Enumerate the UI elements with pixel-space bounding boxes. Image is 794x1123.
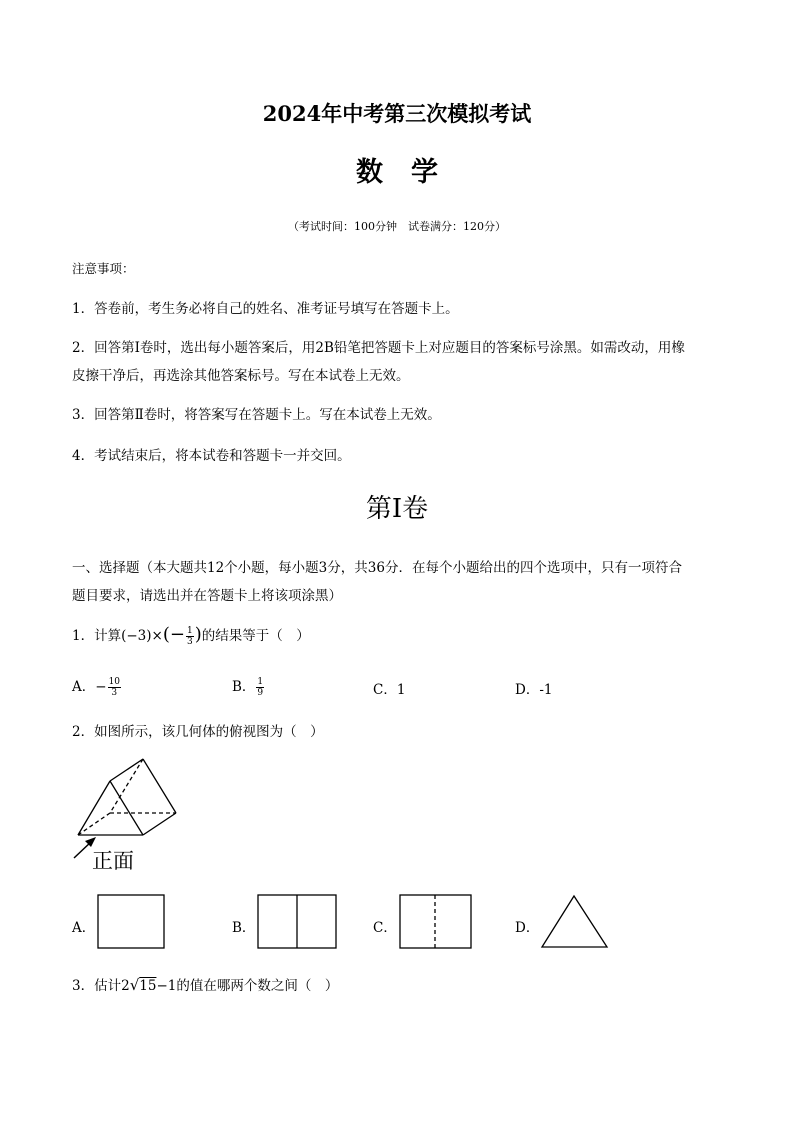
q1-option-c: C．1 bbox=[373, 682, 406, 698]
q1-option-a-fraction bbox=[108, 677, 121, 698]
q1-expr-a: (−3)× bbox=[121, 628, 163, 644]
notice-item-4: 4．考试结束后，将本试卷和答题卡一并交回。 bbox=[72, 448, 351, 464]
section-title: 第Ⅰ卷 bbox=[365, 494, 429, 524]
q2-option-c-label: C． bbox=[373, 920, 397, 936]
notice-heading: 注意事项： bbox=[72, 261, 135, 276]
question-2: 2．如图所示，该几何体的俯视图为（ ） bbox=[72, 724, 324, 740]
q1-expr-close: ) bbox=[194, 624, 202, 645]
q2-option-d-triangle bbox=[540, 894, 610, 950]
q2-option-a-rect bbox=[97, 894, 167, 950]
q1-expr-open: (− bbox=[162, 624, 185, 645]
q1-option-a-label: A．− bbox=[72, 679, 107, 695]
section-intro-1: 一、选择题（本大题共12个小题，每小题3分，共36分．在每个小题给出的四个选项中，只有一项符合 bbox=[72, 560, 682, 576]
notice-item-1: 1．答卷前，考生务必将自己的姓名、准考证号填写在答题卡上。 bbox=[72, 301, 459, 317]
notice-item-3: 3．回答第Ⅱ卷时，将答案写在答题卡上。写在本试卷上无效。 bbox=[72, 407, 441, 423]
q1-option-b-label: B． bbox=[232, 679, 256, 695]
q1-suffix: 的结果等于（ ） bbox=[201, 628, 310, 644]
exam-title: 2024年中考第三次模拟考试 bbox=[262, 101, 532, 126]
q1-fraction bbox=[186, 626, 194, 647]
section-intro-2: 题目要求，请选出并在答题卡上将该项涂黑） bbox=[72, 588, 342, 604]
subject-title: 数学 bbox=[356, 157, 466, 188]
exam-meta: （考试时间：100分钟 试卷满分：120分） bbox=[288, 220, 506, 233]
q3-radicand: 15 bbox=[139, 978, 157, 994]
q1-option-b-fraction bbox=[256, 677, 264, 698]
figure-label-front: 正面 bbox=[92, 849, 134, 873]
q1-option-b bbox=[232, 675, 265, 698]
q1-option-b-den: 9 bbox=[257, 688, 264, 698]
question-3 bbox=[72, 974, 338, 994]
notice-item-2: 2．回答第Ⅰ卷时，选出每小题答案后，用2B铅笔把答题卡上对应题目的答案标号涂黑。如需改动，用橡 bbox=[72, 340, 685, 356]
q2-option-a-label: A． bbox=[72, 920, 96, 936]
q2-option-d-label: D． bbox=[515, 920, 540, 936]
q3-suffix: 的值在哪两个数之间（ ） bbox=[176, 978, 339, 994]
q1-option-b-num: 1 bbox=[257, 677, 264, 687]
notice-item-2-cont: 皮擦干净后，再选涂其他答案标号。写在本试卷上无效。 bbox=[72, 368, 410, 384]
q1-option-a bbox=[72, 675, 122, 698]
q1-frac-num: 1 bbox=[186, 626, 193, 636]
sqrt-icon: √ bbox=[129, 976, 140, 994]
q1-option-a-den: 3 bbox=[111, 688, 118, 698]
q3-prefix: 3．估计2 bbox=[72, 978, 130, 994]
q3-rest: −1 bbox=[156, 978, 177, 994]
q1-frac-den: 3 bbox=[186, 637, 193, 647]
q1-option-a-num: 10 bbox=[108, 677, 121, 687]
q1-prefix: 1．计算 bbox=[72, 628, 122, 644]
q2-option-b-label: B． bbox=[232, 920, 256, 936]
q2-option-c-rect bbox=[399, 894, 474, 950]
q2-option-b-rect bbox=[257, 894, 339, 950]
question-1 bbox=[72, 624, 310, 647]
q1-option-d: D．-1 bbox=[515, 682, 553, 698]
